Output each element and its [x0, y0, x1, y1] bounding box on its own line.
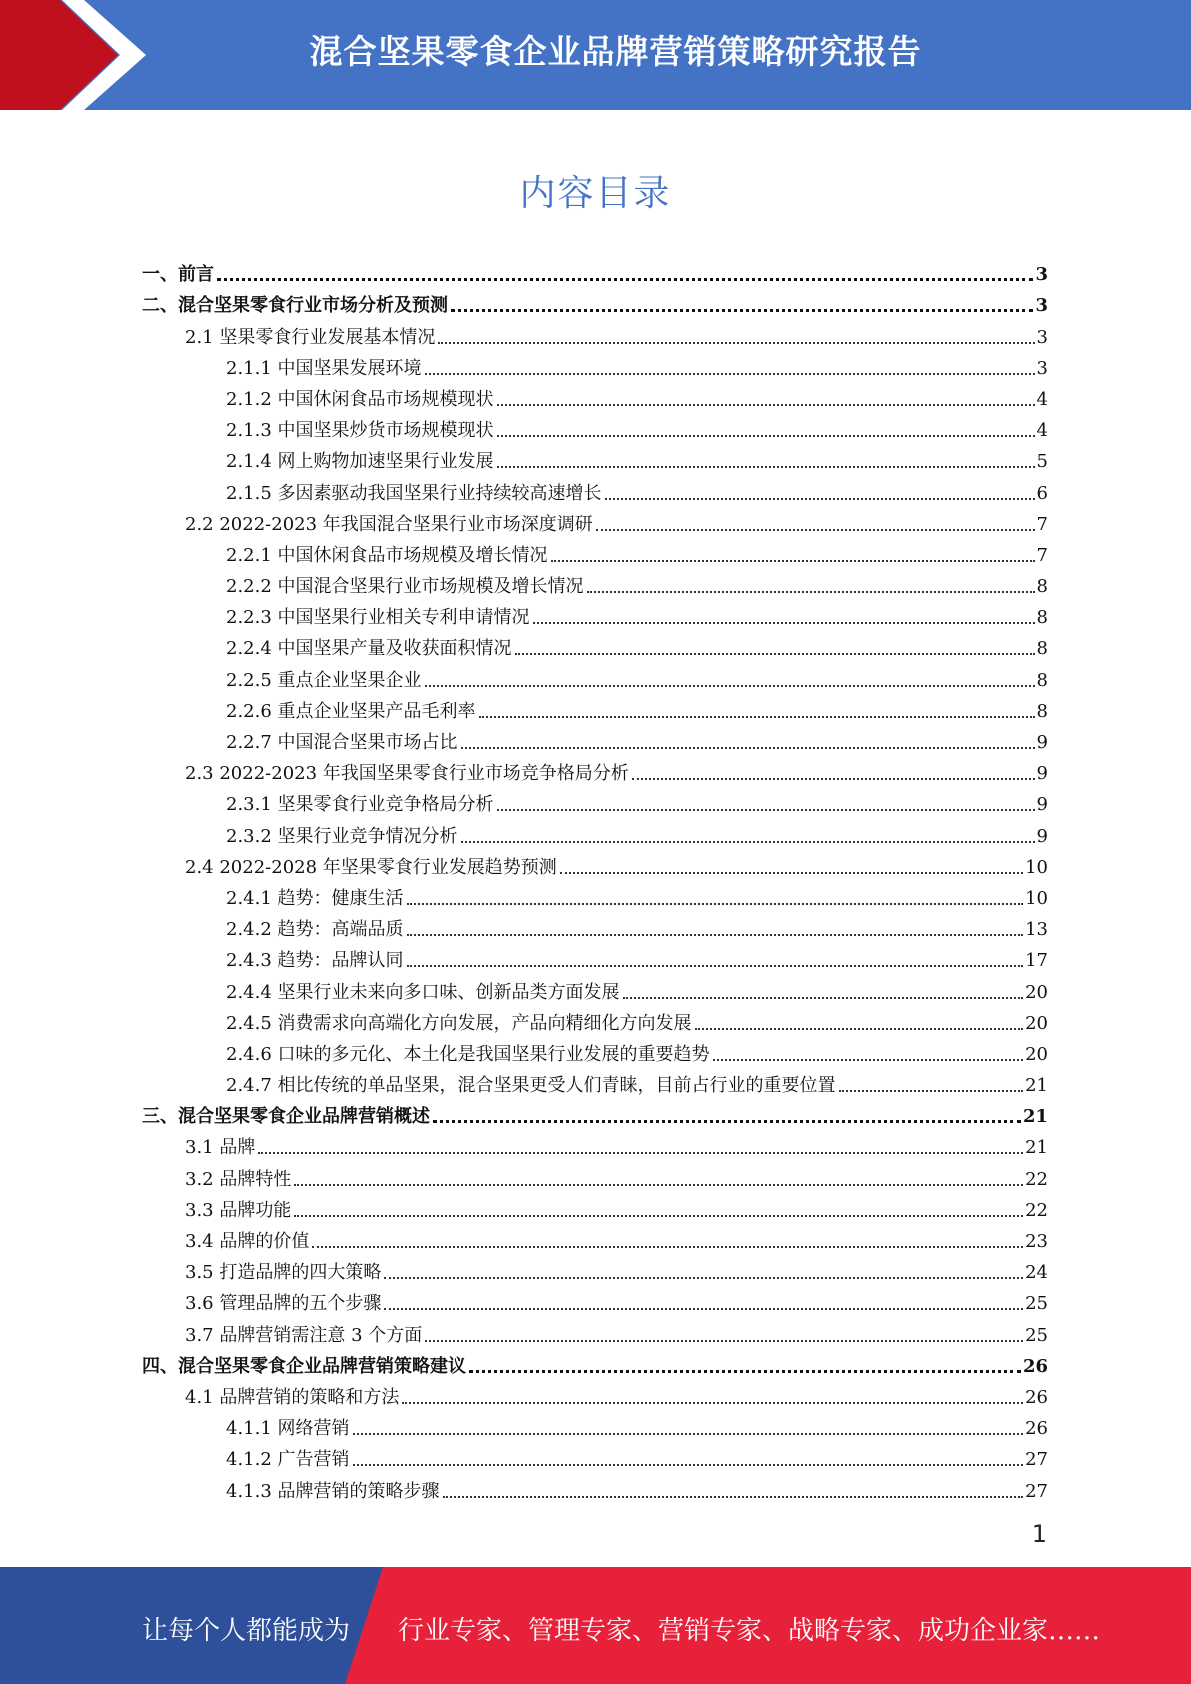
report-title: 混合坚果零食企业品牌营销策略研究报告	[309, 32, 922, 71]
toc-leader-dots	[384, 1277, 1023, 1279]
toc-leader-dots	[515, 653, 1035, 655]
footer-slogan-left: 让每个人都能成为	[142, 1616, 351, 1646]
toc-entry-page: 8	[1036, 576, 1048, 598]
toc-entry-page: 21	[1025, 1137, 1048, 1159]
toc-leader-dots	[217, 278, 1033, 281]
toc-entry-page: 17	[1025, 950, 1048, 972]
toc-entry-page: 7	[1036, 513, 1048, 535]
toc-leader-dots	[258, 1152, 1023, 1154]
toc-entry-title: 2.4.6 口味的多元化、本土化是我国坚果行业发展的重要趋势	[226, 1043, 710, 1065]
toc-entry-page: 8	[1036, 607, 1048, 629]
toc-leader-dots	[839, 1090, 1024, 1092]
page-footer	[0, 1567, 1191, 1684]
toc-entry-page: 26	[1025, 1386, 1048, 1408]
toc-entry[interactable]	[142, 879, 1048, 910]
toc-entry-page: 9	[1036, 794, 1048, 816]
toc-entry-title: 2.1.5 多因素驱动我国坚果行业持续较高速增长	[226, 482, 602, 504]
toc-entry[interactable]	[142, 598, 1048, 629]
toc-entry-title: 4.1.2 广告营销	[226, 1449, 350, 1471]
toc-entry-page: 21	[1025, 1075, 1048, 1097]
toc-entry-title: 2.2.2 中国混合坚果行业市场规模及增长情况	[226, 576, 584, 598]
toc-entry-title: 2.2.3 中国坚果行业相关专利申请情况	[226, 607, 530, 629]
toc-leader-dots	[497, 466, 1035, 468]
toc-entry-page: 7	[1036, 544, 1048, 566]
toc-entry-page: 3	[1036, 357, 1048, 379]
toc-entry[interactable]	[142, 785, 1048, 816]
toc-leader-dots	[479, 716, 1035, 718]
toc-entry[interactable]	[142, 1191, 1048, 1222]
toc-entry-page: 5	[1036, 451, 1048, 473]
toc-entry-title: 3.7 品牌营销需注意 3 个方面	[185, 1324, 423, 1346]
toc-entry-title: 4.1 品牌营销的策略和方法	[185, 1386, 400, 1408]
toc-entry-title: 一、前言	[142, 264, 214, 286]
toc-entry[interactable]	[142, 536, 1048, 567]
toc-entry-title: 二、混合坚果零食行业市场分析及预测	[142, 295, 448, 317]
toc-entry-title: 2.4.3 趋势：品牌认同	[226, 950, 404, 972]
toc-leader-dots	[605, 498, 1035, 500]
toc-entry[interactable]	[142, 723, 1048, 754]
toc-leader-dots	[312, 1246, 1023, 1248]
toc-entry-page: 25	[1025, 1293, 1048, 1315]
toc-entry-page: 4	[1036, 388, 1048, 410]
toc-entry-title: 3.1 品牌	[185, 1137, 256, 1159]
toc-entry[interactable]	[142, 380, 1048, 411]
toc-entry-page: 8	[1036, 700, 1048, 722]
toc-entry-title: 2.1.4 网上购物加速坚果行业发展	[226, 451, 494, 473]
toc-entry-page: 3	[1035, 264, 1048, 286]
toc-entry[interactable]	[142, 349, 1048, 380]
toc-entry[interactable]	[142, 941, 1048, 972]
toc-leader-dots	[533, 622, 1035, 624]
toc-entry[interactable]	[142, 1284, 1048, 1315]
toc-entry-page: 9	[1036, 825, 1048, 847]
toc-leader-dots	[425, 373, 1035, 375]
toc-leader-dots	[294, 1184, 1023, 1186]
toc-entry-title: 2.1.2 中国休闲食品市场规模现状	[226, 388, 494, 410]
toc-entry-title: 4.1.1 网络营销	[226, 1418, 350, 1440]
toc-leader-dots	[695, 1028, 1024, 1030]
toc-entry-page: 23	[1025, 1231, 1048, 1252]
toc-leader-dots	[560, 872, 1023, 874]
toc-entry[interactable]	[142, 567, 1048, 598]
toc-leader-dots	[632, 778, 1035, 780]
toc-entry-title: 2.4.2 趋势：高端品质	[226, 919, 404, 941]
toc-entry[interactable]	[142, 754, 1048, 785]
toc-entry[interactable]	[142, 473, 1048, 504]
toc-entry-page: 20	[1025, 1043, 1048, 1065]
toc-entry-title: 3.4 品牌的价值	[185, 1231, 310, 1252]
toc-entry-title: 2.1.1 中国坚果发展环境	[226, 357, 422, 379]
toc-leader-dots	[433, 1120, 1021, 1123]
toc-entry-title: 2.4.7 相比传统的单品坚果，混合坚果更受人们青睐，目前占行业的重要位置	[226, 1075, 836, 1097]
toc-entry[interactable]	[142, 1471, 1048, 1502]
toc-entry[interactable]	[142, 692, 1048, 723]
toc-leader-dots	[353, 1433, 1024, 1435]
toc-entry-page: 13	[1025, 919, 1048, 941]
toc-entry-page: 20	[1025, 1012, 1048, 1034]
toc-entry[interactable]	[142, 1159, 1048, 1190]
toc-entry-title: 2.2.5 重点企业坚果企业	[226, 669, 422, 691]
toc-entry[interactable]	[142, 1128, 1048, 1159]
toc-entry-page: 8	[1036, 669, 1048, 691]
toc-entry[interactable]	[142, 317, 1048, 348]
toc-entry-title: 2.4.4 坚果行业未来向多口味、创新品类方面发展	[226, 981, 620, 1003]
toc-entry-title: 2.4.1 趋势：健康生活	[226, 887, 404, 909]
toc-leader-dots	[407, 903, 1024, 905]
toc-entry-page: 3	[1036, 326, 1048, 348]
toc-entry-page: 21	[1022, 1106, 1048, 1128]
toc-entry[interactable]	[142, 1253, 1048, 1284]
toc-entry-title: 4.1.3 品牌营销的策略步骤	[226, 1480, 440, 1502]
toc-entry-title: 2.4.5 消费需求向高端化方向发展，产品向精细化方向发展	[226, 1012, 692, 1034]
toc-entry-title: 3.5 打造品牌的四大策略	[185, 1262, 382, 1284]
toc-entry[interactable]	[142, 1315, 1048, 1346]
toc-entry-page: 10	[1025, 856, 1048, 878]
toc-entry-title: 2.2.4 中国坚果产量及收获面积情况	[226, 638, 512, 660]
toc-entry[interactable]	[142, 1035, 1048, 1066]
toc-leader-dots	[469, 1370, 1021, 1373]
toc-entry-title: 2.3 2022-2023 年我国坚果零食行业市场竞争格局分析	[185, 763, 629, 785]
toc-entry[interactable]	[142, 411, 1048, 442]
toc-entry-title: 2.3.2 坚果行业竞争情况分析	[226, 825, 458, 847]
toc-entry[interactable]	[142, 1097, 1048, 1128]
toc-leader-dots	[425, 1340, 1023, 1342]
toc-entry-title: 3.2 品牌特性	[185, 1168, 292, 1190]
toc-entry-title: 2.2 2022-2023 年我国混合坚果行业市场深度调研	[185, 513, 593, 535]
toc-entry[interactable]	[142, 255, 1048, 286]
toc-leader-dots	[497, 404, 1035, 406]
toc-entry-title: 2.1.3 中国坚果炒货市场规模现状	[226, 420, 494, 442]
toc-leader-dots	[407, 934, 1024, 936]
toc-entry-title: 2.2.7 中国混合坚果市场占比	[226, 732, 458, 753]
toc-entry[interactable]	[142, 660, 1048, 691]
toc-entry-page: 10	[1025, 887, 1048, 909]
table-of-contents	[142, 255, 1048, 1503]
toc-entry[interactable]	[142, 972, 1048, 1003]
toc-entry-title: 三、混合坚果零食企业品牌营销概述	[142, 1106, 430, 1128]
toc-leader-dots	[461, 841, 1035, 843]
toc-entry-title: 2.1 坚果零食行业发展基本情况	[185, 326, 436, 348]
page-header	[0, 0, 1191, 110]
toc-entry[interactable]	[142, 505, 1048, 536]
toc-entry[interactable]	[142, 1004, 1048, 1035]
toc-leader-dots	[443, 1496, 1024, 1498]
toc-leader-dots	[402, 1402, 1023, 1404]
toc-entry-page: 26	[1022, 1355, 1048, 1377]
toc-entry-page: 3	[1035, 295, 1048, 317]
toc-entry[interactable]	[142, 1347, 1048, 1378]
toc-entry-page: 6	[1036, 482, 1048, 504]
toc-leader-dots	[551, 560, 1035, 562]
toc-entry[interactable]	[142, 1066, 1048, 1097]
toc-leader-dots	[587, 591, 1035, 593]
toc-heading: 内容目录	[519, 173, 672, 214]
toc-entry-title: 2.2.6 重点企业坚果产品毛利率	[226, 700, 476, 722]
toc-entry-page: 27	[1025, 1449, 1048, 1471]
toc-entry-page: 9	[1036, 763, 1048, 785]
footer-slogan-right: 行业专家、管理专家、营销专家、战略专家、成功企业家……	[398, 1616, 1101, 1646]
toc-leader-dots	[438, 342, 1034, 344]
toc-leader-dots	[596, 529, 1035, 531]
toc-leader-dots	[407, 965, 1024, 967]
toc-entry[interactable]	[142, 286, 1048, 317]
toc-entry[interactable]	[142, 1409, 1048, 1440]
toc-entry-page: 22	[1025, 1199, 1048, 1221]
toc-entry-page: 8	[1036, 638, 1048, 660]
toc-entry[interactable]	[142, 442, 1048, 473]
toc-entry-page: 26	[1025, 1418, 1048, 1440]
page-number: 1	[1031, 1520, 1047, 1548]
toc-leader-dots	[425, 685, 1035, 687]
toc-entry-page: 22	[1025, 1168, 1048, 1190]
toc-leader-dots	[497, 435, 1035, 437]
toc-entry-title: 2.2.1 中国休闲食品市场规模及增长情况	[226, 544, 548, 566]
toc-entry[interactable]	[142, 629, 1048, 660]
toc-entry[interactable]	[142, 1222, 1048, 1253]
toc-leader-dots	[353, 1464, 1024, 1466]
toc-entry-page: 27	[1025, 1480, 1048, 1502]
toc-entry[interactable]	[142, 1378, 1048, 1409]
toc-entry[interactable]	[142, 816, 1048, 847]
toc-entry-title: 3.3 品牌功能	[185, 1199, 292, 1221]
toc-entry[interactable]	[142, 910, 1048, 941]
toc-leader-dots	[451, 309, 1033, 312]
toc-entry-page: 9	[1036, 732, 1048, 753]
toc-leader-dots	[294, 1215, 1023, 1217]
toc-leader-dots	[623, 997, 1024, 999]
toc-entry[interactable]	[142, 1440, 1048, 1471]
toc-entry-title: 2.4 2022-2028 年坚果零食行业发展趋势预测	[185, 856, 557, 878]
toc-leader-dots	[461, 747, 1035, 749]
toc-leader-dots	[713, 1059, 1024, 1061]
toc-entry-page: 24	[1025, 1262, 1048, 1284]
toc-entry-page: 20	[1025, 981, 1048, 1003]
toc-entry[interactable]	[142, 848, 1048, 879]
toc-leader-dots	[384, 1308, 1023, 1310]
toc-entry-page: 4	[1036, 420, 1048, 442]
toc-entry-title: 2.3.1 坚果零食行业竞争格局分析	[226, 794, 494, 816]
toc-entry-title: 四、混合坚果零食企业品牌营销策略建议	[142, 1355, 466, 1377]
toc-entry-page: 25	[1025, 1324, 1048, 1346]
toc-entry-title: 3.6 管理品牌的五个步骤	[185, 1293, 382, 1315]
toc-leader-dots	[497, 809, 1035, 811]
